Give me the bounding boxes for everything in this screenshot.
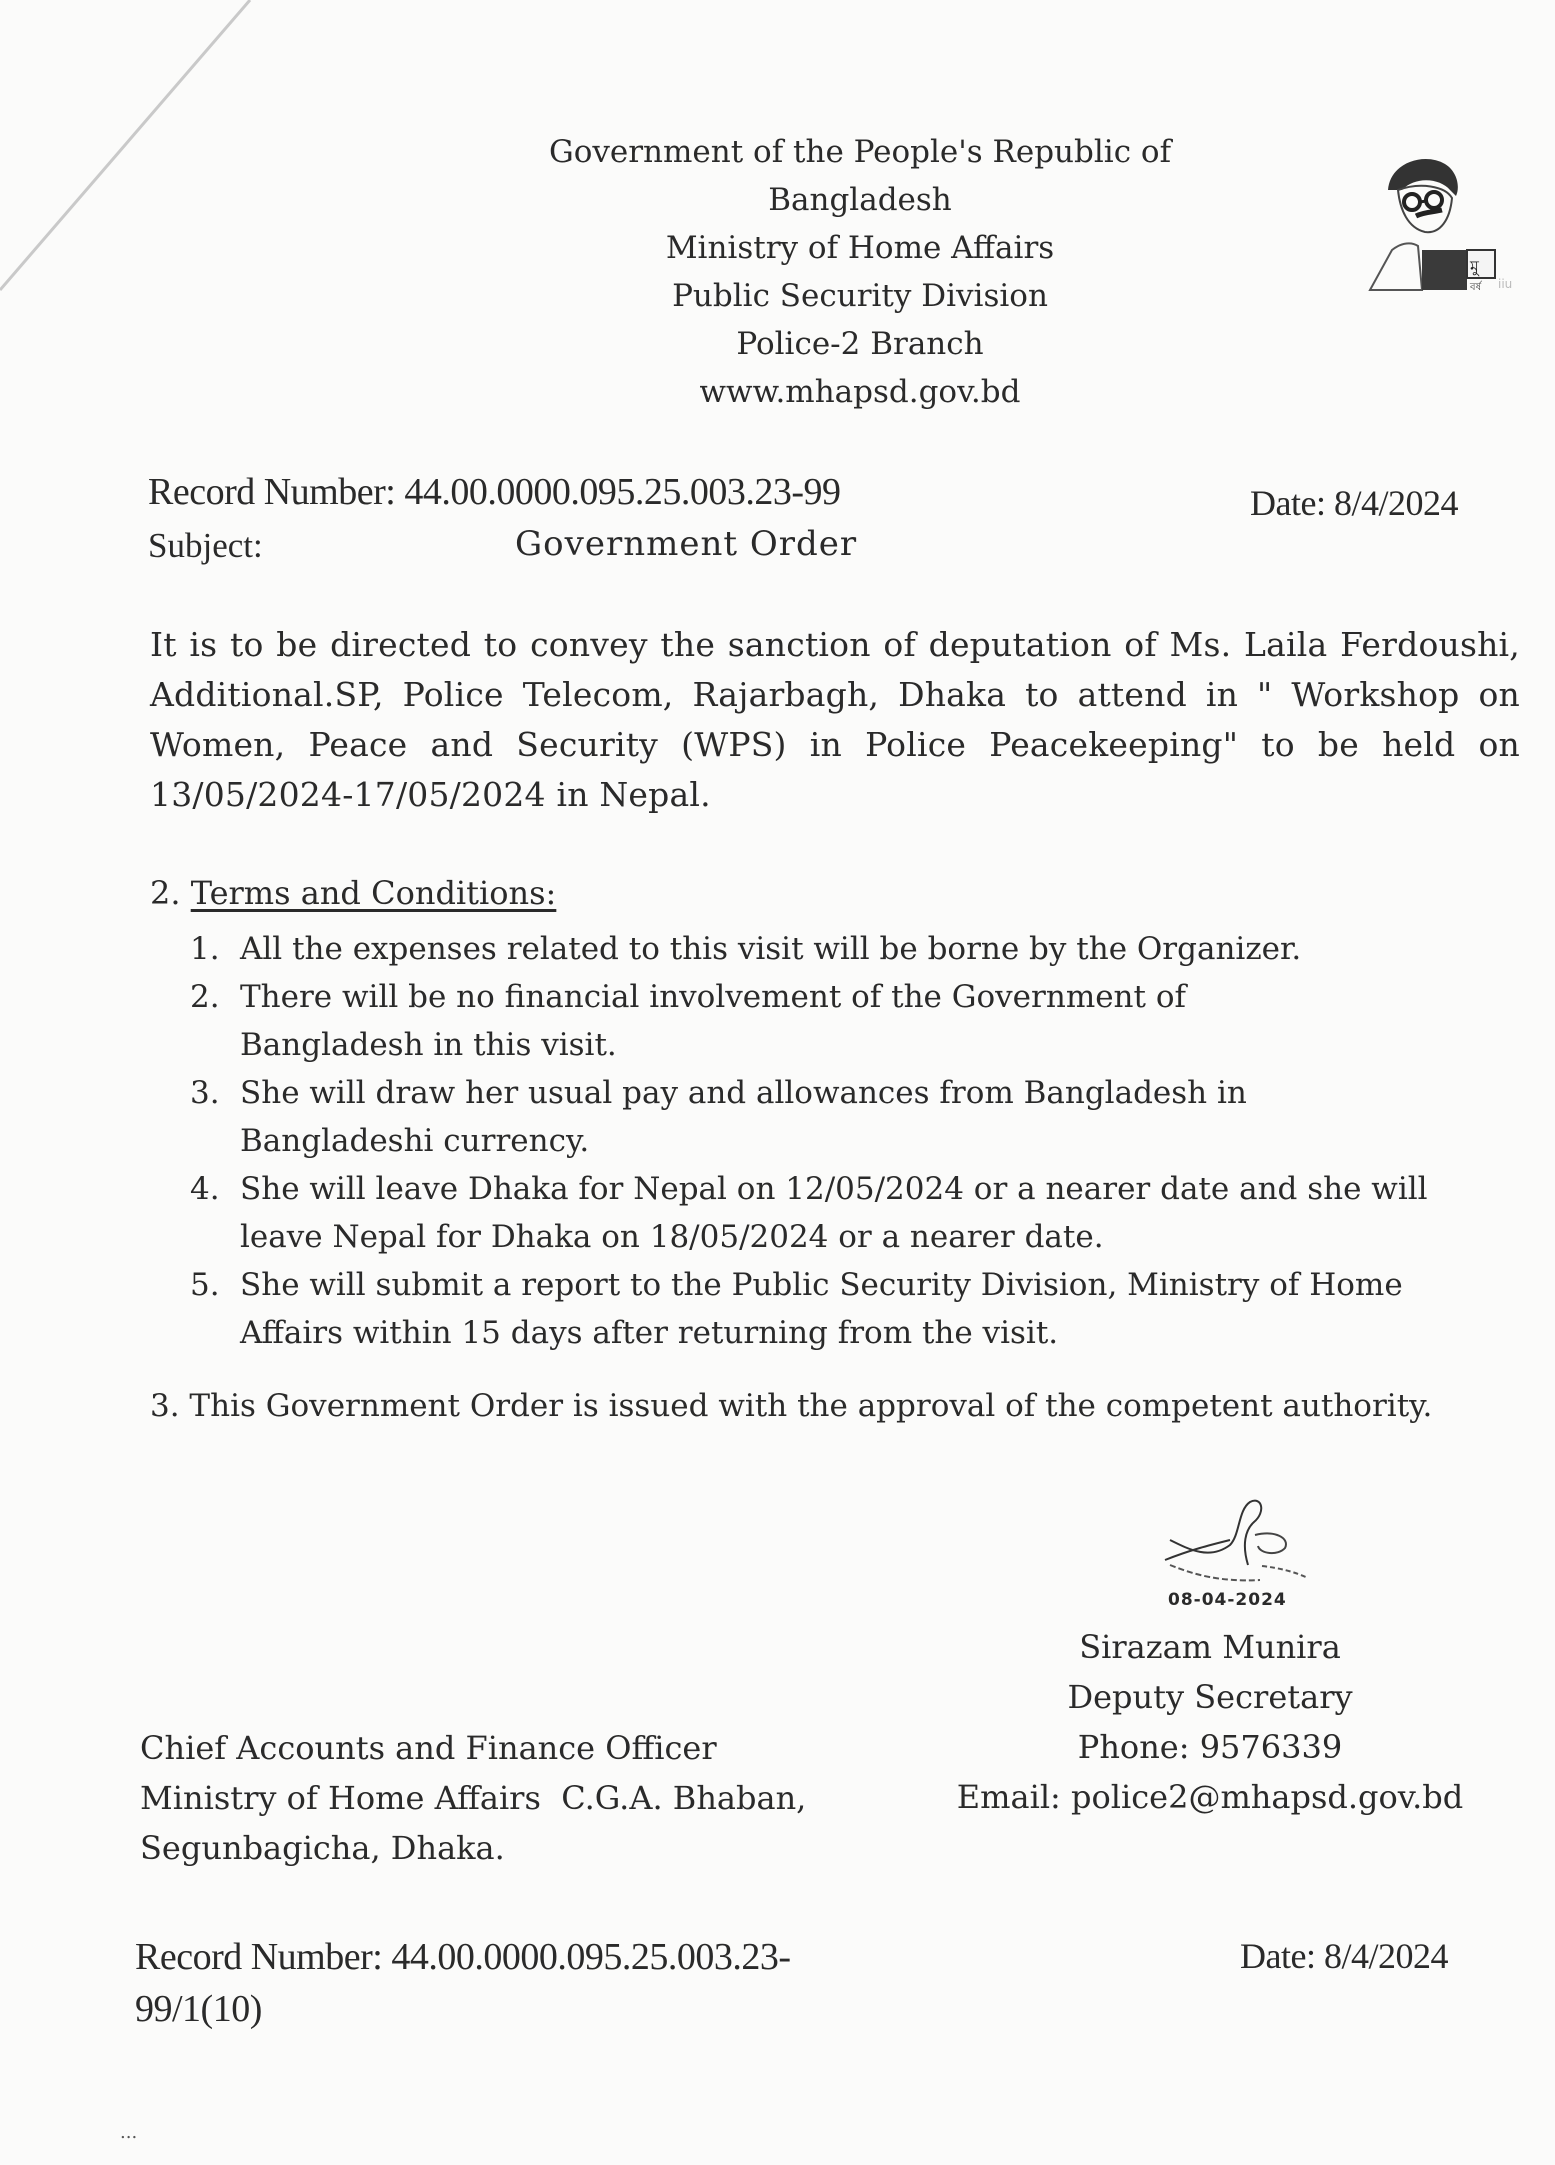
signatory-phone: Phone: 9576339	[1077, 1728, 1343, 1766]
svg-text:বর্ষ: বর্ষ	[1470, 282, 1482, 293]
terms-item-number: 5.	[190, 1267, 220, 1303]
handwritten-signature-icon	[1150, 1490, 1320, 1590]
footer-record-value-line1: 44.00.0000.095.25.003.23-	[391, 1936, 791, 1978]
terms-section-number: 2.	[150, 874, 181, 912]
footer-record-number	[135, 1935, 790, 1979]
record-number	[148, 470, 840, 514]
signature-date: 08-04-2024	[1168, 1590, 1287, 1610]
closing-paragraph: 3. This Government Order is issued with the approval of the competent authority.	[150, 1388, 1433, 1424]
letterhead-division: Public Security Division	[672, 278, 1048, 314]
footer-date	[1240, 1935, 1448, 1977]
signatory-name: Sirazam Munira	[1079, 1628, 1341, 1666]
body-paragraph: It is to be directed to convey the sanction of deputation of Ms. Laila Ferdoushi, Additional.SP, Police Telecom, Rajarbagh, Dhaka to attend in " Workshop on Women, Peace and Security (WPS) in Police Peacekeeping" to be held on 13/05/2024-17/05/2024 in Nepal.	[150, 625, 1520, 814]
letterhead-government: Government of the People's Republic of	[548, 134, 1172, 170]
terms-item-number: 4.	[190, 1171, 220, 1207]
terms-item	[190, 925, 1490, 973]
document-date	[1250, 482, 1458, 524]
terms-item-number: 3.	[190, 1075, 220, 1111]
letterhead-website: www.mhapsd.gov.bd	[699, 374, 1021, 410]
svg-text:iiu: iiu	[1498, 277, 1513, 291]
recipient-address	[140, 1723, 806, 1873]
terms-item-text: She will draw her usual pay and allowances from Bangladesh in Bangladeshi currency.	[240, 1075, 1247, 1159]
letterhead-ministry: Ministry of Home Affairs	[665, 230, 1055, 266]
letterhead-branch: Police-2 Branch	[736, 326, 984, 362]
terms-heading	[150, 874, 556, 912]
page-fold-mark	[0, 0, 260, 300]
terms-item-text: There will be no financial involvement of the Government of Bangladesh in this visit.	[240, 979, 1186, 1063]
terms-list	[190, 925, 1490, 1357]
letterhead	[430, 128, 1290, 416]
record-number-label: Record Number:	[148, 471, 396, 513]
subject-value: Government Order	[515, 524, 858, 564]
footer-record-label: Record Number:	[135, 1936, 383, 1978]
terms-item-number: 1.	[190, 931, 220, 967]
terms-item	[190, 973, 1490, 1069]
recipient-office: Ministry of Home Affairs C.G.A. Bhaban,	[140, 1779, 807, 1817]
continuation-dots: ...	[120, 2122, 138, 2143]
recipient-title: Chief Accounts and Finance Officer	[140, 1729, 717, 1767]
footer-date-value: 8/4/2024	[1323, 1936, 1448, 1976]
terms-item-text: She will submit a report to the Public Security Division, Ministry of Home Affairs within 15 days after returning from the visit.	[240, 1267, 1403, 1351]
svg-text:মু: মু	[1470, 257, 1479, 276]
date-value: 8/4/2024	[1333, 483, 1458, 523]
recipient-location: Segunbagicha, Dhaka.	[140, 1829, 505, 1867]
signatory-block	[920, 1622, 1500, 1822]
portrait-emblem-icon	[1330, 150, 1530, 300]
terms-item-number: 2.	[190, 979, 220, 1015]
terms-item	[190, 1261, 1490, 1357]
terms-item-text: She will leave Dhaka for Nepal on 12/05/2024 or a nearer date and she will leave Nepal for Dhaka on 18/05/2024 or a nearer date.	[240, 1171, 1428, 1255]
record-number-value: 44.00.0000.095.25.003.23-99	[404, 471, 841, 513]
terms-item-text: All the expenses related to this visit will be borne by the Organizer.	[240, 931, 1302, 967]
terms-item	[190, 1165, 1490, 1261]
terms-heading-text: Terms and Conditions:	[190, 874, 557, 912]
letterhead-country: Bangladesh	[768, 182, 952, 218]
signatory-designation: Deputy Secretary	[1067, 1678, 1353, 1716]
date-label: Date:	[1250, 483, 1326, 523]
terms-item	[190, 1069, 1490, 1165]
signatory-email: Email: police2@mhapsd.gov.bd	[956, 1778, 1464, 1816]
subject-label: Subject:	[148, 526, 263, 565]
footer-date-label: Date:	[1240, 1936, 1316, 1976]
footer-record-value-line2: 99/1(10)	[135, 1988, 262, 2030]
